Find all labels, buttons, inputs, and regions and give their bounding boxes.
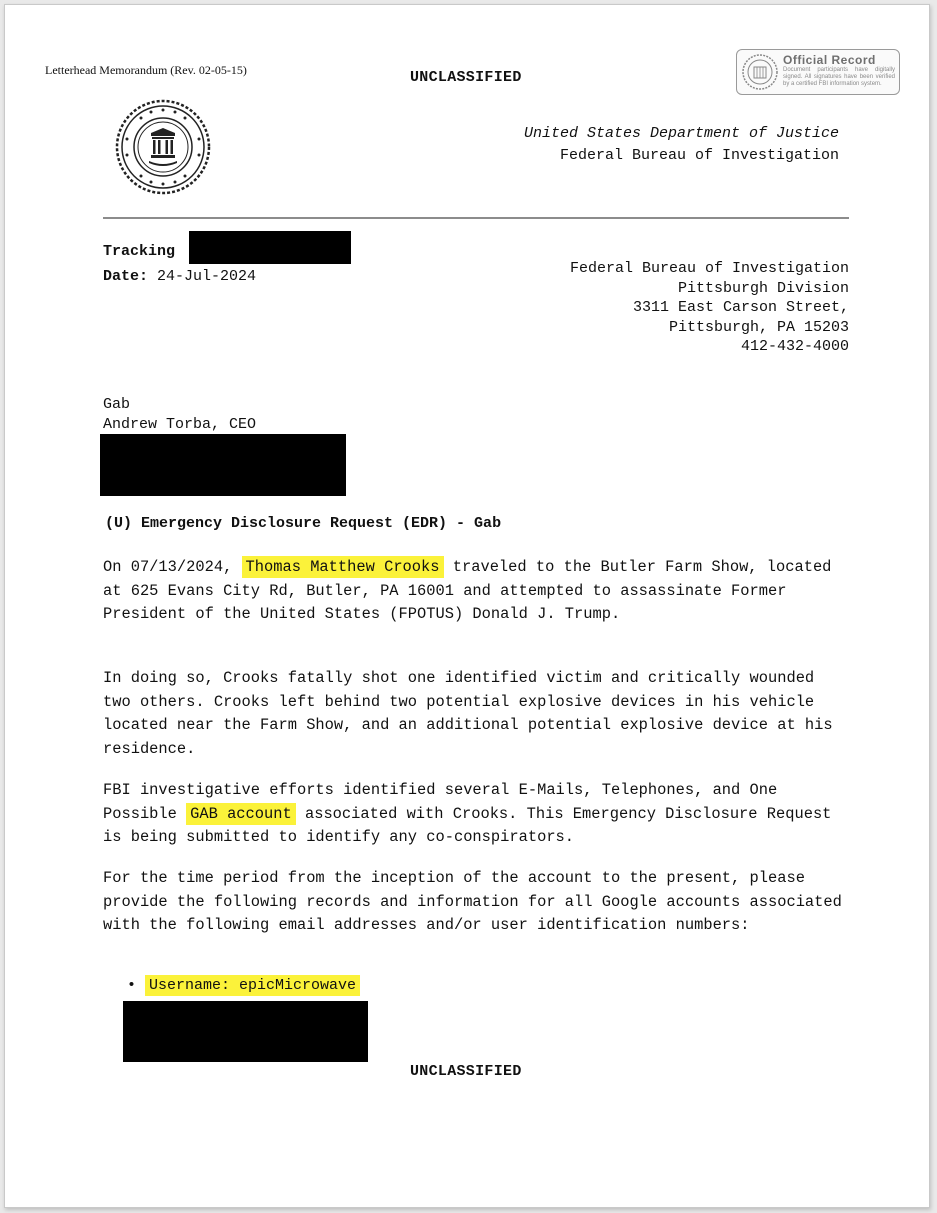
sender-address bbox=[570, 259, 849, 357]
stamp-text: Document participants have digitally signed. All signatures have been verified by a certified FBI information system. bbox=[783, 67, 895, 87]
paragraph-text: traveled to the Butler Farm Show, located at 625 Evans City Rd, Butler, PA 16001 and attempted to assassinate Former President of the United States (FPOTUS) Donald J. Trump. bbox=[103, 558, 832, 624]
form-id: Letterhead Memorandum (Rev. 02-05-15) bbox=[45, 63, 247, 77]
body-paragraph-1 bbox=[103, 556, 851, 627]
official-record-stamp bbox=[736, 49, 900, 95]
stamp-seal-icon bbox=[741, 53, 779, 91]
paragraph-text: FBI investigative efforts identified several E-Mails, Telephones, and One Possible bbox=[103, 781, 778, 823]
memo-page bbox=[4, 4, 930, 1208]
department-name: United States Department of Justice bbox=[523, 125, 839, 142]
tracking-row bbox=[103, 243, 175, 260]
paragraph-text: associated with Crooks. This Emergency Disclosure Request is being submitted to identify any co-conspirators. bbox=[103, 804, 832, 847]
redaction-tracking-number bbox=[189, 231, 351, 264]
list-item bbox=[127, 977, 360, 994]
recipient-org: Gab bbox=[103, 396, 131, 413]
body-paragraph-3 bbox=[103, 779, 851, 850]
recipient-name: Andrew Torba, CEO bbox=[103, 415, 257, 433]
paragraph-text: On 07/13/2024, bbox=[103, 558, 242, 576]
subject-line: (U) Emergency Disclosure Request (EDR) - Gab bbox=[105, 515, 502, 532]
sender-line: Federal Bureau of Investigation bbox=[569, 260, 849, 277]
sender-phone: 412-432-4000 bbox=[740, 338, 849, 355]
bureau-name: Federal Bureau of Investigation bbox=[559, 147, 839, 164]
highlight-gab-account: GAB account bbox=[186, 803, 296, 825]
tracking-label: Tracking bbox=[103, 243, 176, 260]
department-heading bbox=[524, 123, 839, 167]
highlight-subject-name: Thomas Matthew Crooks bbox=[242, 556, 444, 578]
sender-line: 3311 East Carson Street, bbox=[632, 299, 849, 316]
date-label: Date: bbox=[103, 268, 149, 285]
header-divider bbox=[103, 217, 849, 219]
sender-line: Pittsburgh Division bbox=[677, 279, 849, 297]
date-value: 24-Jul-2024 bbox=[157, 268, 257, 285]
classification-footer: UNCLASSIFIED bbox=[410, 1063, 522, 1080]
highlight-username: Username: epicMicrowave bbox=[145, 975, 360, 996]
body-paragraph-4: For the time period from the inception of the account to the present, please provide the following records and information for all Google accounts associated with the following email addresses and/or user identification numbers: bbox=[103, 869, 842, 935]
redaction-recipient-address bbox=[100, 434, 346, 496]
sender-line: Pittsburgh, PA 15203 bbox=[668, 318, 849, 336]
fbi-seal-icon bbox=[113, 99, 213, 195]
body-paragraph-2: In doing so, Crooks fatally shot one identified victim and critically wounded two others. Crooks left behind two potential explosive devices in his vehicle located near the Farm Show, and an additional potential explosive device at his residence. bbox=[103, 669, 833, 758]
bullet-icon: • bbox=[127, 977, 137, 994]
stamp-title: Official Record bbox=[783, 53, 876, 67]
date-row bbox=[103, 268, 256, 285]
recipient-address bbox=[103, 395, 256, 434]
classification-header: UNCLASSIFIED bbox=[410, 69, 522, 86]
redaction-identifiers bbox=[123, 1001, 368, 1062]
